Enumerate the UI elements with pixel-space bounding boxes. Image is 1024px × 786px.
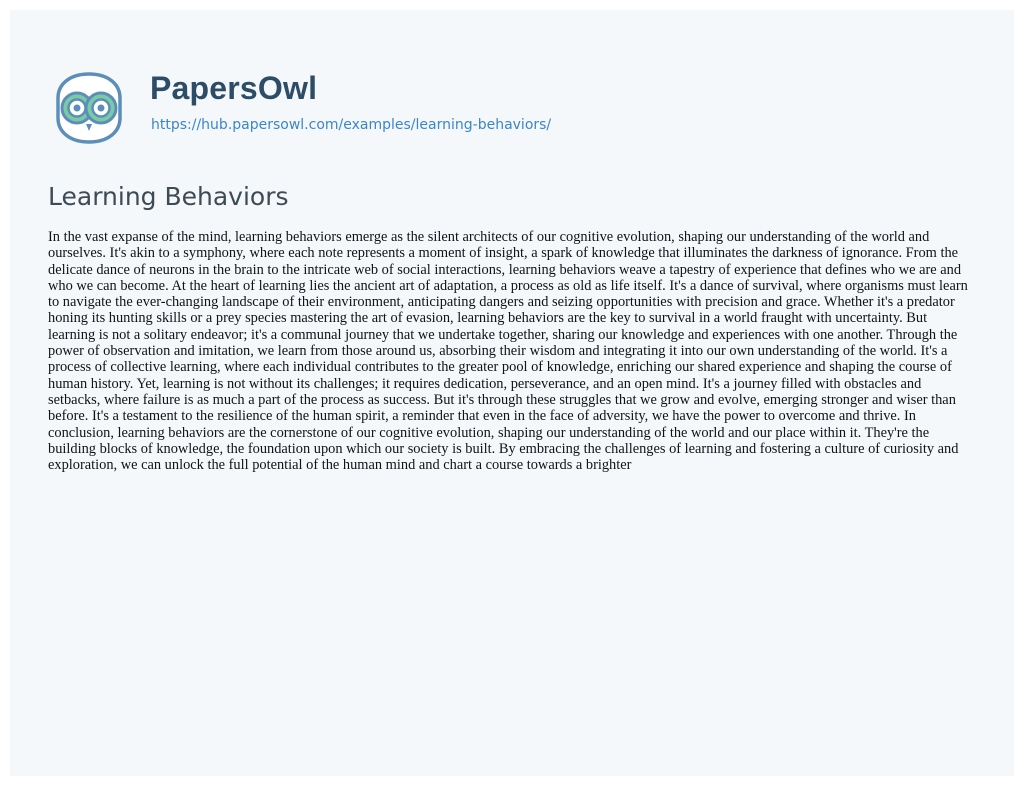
owl-logo-icon[interactable]: [50, 68, 128, 146]
page: [10, 10, 1014, 776]
brand-name[interactable]: PapersOwl: [150, 70, 318, 106]
article-body: In the vast expanse of the mind, learning behaviors emerge as the silent architects of our cognitive evolution, shaping our understanding of the world and ourselves. It's akin to a symphony, where each note represents a moment of insight, a spark of knowledge that illuminates the darkness of ignorance. From the delicate dance of neurons in the brain to the intricate web of social interactions, learning behaviors weave a tapestry of experience that defines who we are and who we can become. At the heart of learning lies the ancient art of adaptation, a process as old as life itself. It's a dance of survival, where organisms must learn to navigate the ever-changing landscape of their environment, anticipating dangers and seizing opportunities with precision and grace. Whether it's a predator honing its hunting skills or a prey species mastering the art of evasion, learning behaviors are the key to survival in a world fraught with uncertainty. But learning is not a solitary endeavor; it's a communal journey that we undertake together, sharing our knowledge and experiences with one another. Through the power of observation and imitation, we learn from those around us, absorbing their wisdom and integrating it into our own understanding of the world. It's a process of collective learning, where each individual contributes to the greater pool of knowledge, enriching our shared experience and shaping the course of human history. Yet, learning is not without its challenges; it requires dedication, perseverance, and an open mind. It's a journey filled with obstacles and setbacks, where failure is as much a part of the process as success. But it's through these struggles that we grow and evolve, emerging stronger and wiser than before. It's a testament to the resilience of the human spirit, a reminder that even in the face of adversity, we have the power to overcome and thrive. In conclusion, learning behaviors are the cornerstone of our cognitive evolution, shaping our understanding of the world and our place within it. They're the building blocks of knowledge, the foundation upon which our society is built. By embracing the challenges of learning and fostering a culture of curiosity and exploration, we can unlock the full potential of the human mind and chart a course towards a brighter: [48, 229, 968, 474]
page-url-link[interactable]: https://hub.papersowl.com/examples/learning-behaviors/: [151, 117, 552, 133]
article-title: Learning Behaviors: [48, 182, 289, 211]
